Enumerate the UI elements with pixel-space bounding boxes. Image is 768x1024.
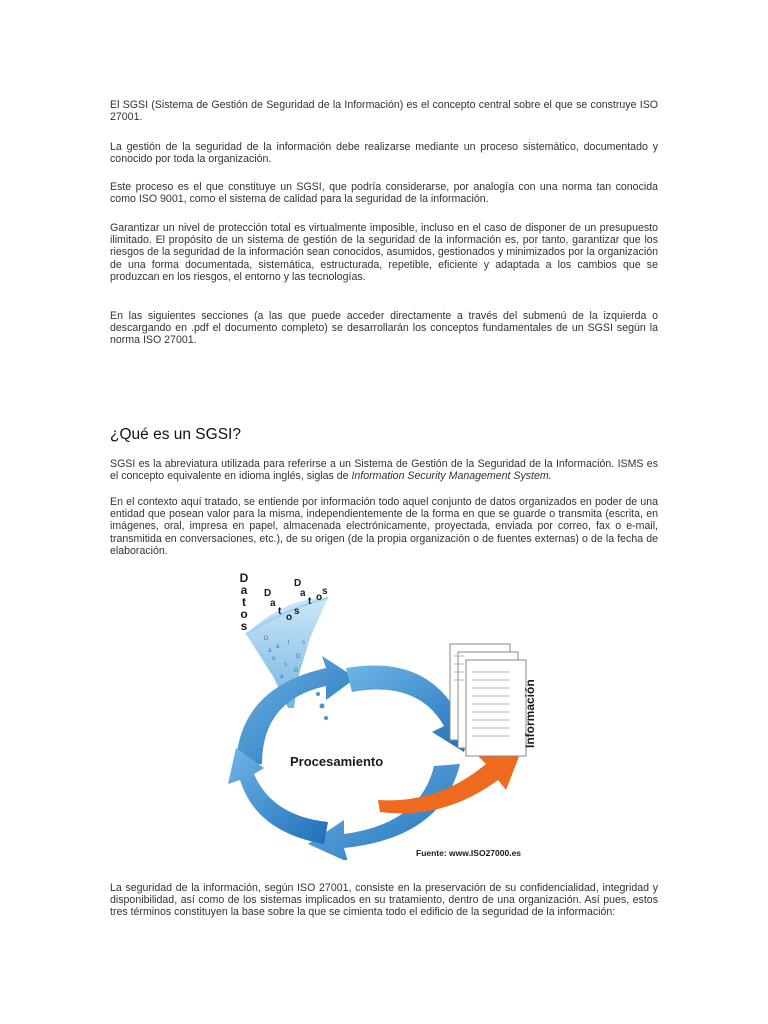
figure-source: Fuente: www.ISO27000.es	[416, 848, 522, 858]
svg-text:a: a	[280, 674, 284, 680]
svg-text:D: D	[264, 588, 272, 599]
svg-text:s: s	[322, 586, 328, 597]
svg-text:D: D	[294, 578, 302, 589]
section-paragraph-2: En el contexto aquí tratado, se entiende por información todo aquel conjunto de datos organizados en poder de una entidad que posean valor para la misma, independientemente de la forma en que se guarde o transmita (escrita, en imágenes, oral, impresa en papel, almacenada electrónicamente, proyectada, enviada por correo, fax o e-mail, transmitida en conversaciones, etc.), de su origen (de la propia organización o de fuentes externas) o de la fecha de elaboración.	[110, 496, 658, 557]
intro-paragraph-4: Garantizar un nivel de protección total es virtualmente imposible, incluso en el caso de disponer de un presupuesto ilimitado. El propósito de un sistema de gestión de la seguridad de la información es, por tanto, garantizar que los riesgos de la seguridad de la información sean conocidos, asumidos, gestionados y minimizados por la organización de una forma documentada, sistemática, estructurada, repetible, eficiente y adaptada a los cambios que se produzcan en los riesgos, el entorno y las tecnologías.	[110, 222, 658, 283]
information-documents	[450, 644, 526, 756]
svg-text:o: o	[272, 656, 276, 662]
closing-paragraph: La seguridad de la información, según ISO 27001, consiste en la preservación de su confidencialidad, integridad y disponibilidad, así como de los sistemas implicados en su tratamiento, dentro de una organización. Así pues, estos tres términos constituyen la base sobre la que se cimienta todo el edificio de la seguridad de la información:	[110, 882, 658, 919]
svg-text:t: t	[278, 606, 282, 617]
section-paragraph-1-text: SGSI es la abreviatura utilizada para referirse a un Sistema de Gestión de la Seguridad de la Información. ISMS es el concepto equivalente en idioma inglés, siglas de	[110, 458, 658, 483]
svg-text:o: o	[240, 607, 248, 621]
intro-paragraph-2: La gestión de la seguridad de la información debe realizarse mediante un proceso sistemático, documentado y conocido por toda la organización.	[110, 141, 658, 166]
svg-text:a: a	[276, 644, 280, 650]
processing-label: Procesamiento	[290, 754, 384, 769]
svg-text:o: o	[286, 612, 293, 623]
svg-text:a: a	[300, 588, 306, 599]
datos-label-1: D	[239, 571, 249, 585]
sgsi-diagram	[228, 568, 548, 860]
section-paragraph-1	[110, 458, 658, 482]
intro-paragraph-5: En las siguientes secciones (a las que puede acceder directamente a través del submenú de la izquierda o descargando en .pdf el documento completo) se desarrollarán los conceptos fundamentales de un SGSI según la norma ISO 27001.	[110, 310, 658, 347]
svg-text:t: t	[308, 596, 312, 607]
section-heading: ¿Qué es un SGSI?	[110, 426, 241, 443]
svg-text:t: t	[288, 640, 290, 646]
intro-paragraph-3: Este proceso es el que constituye un SGSI, que podría considerarse, por analogía con una norma tan conocida como ISO 9001, como el sistema de calidad para la seguridad de la información.	[110, 181, 658, 206]
svg-text:t: t	[242, 595, 246, 609]
svg-text:a: a	[270, 598, 276, 609]
isms-expansion: Information Security Management System.	[351, 470, 552, 483]
svg-text:a: a	[268, 648, 272, 654]
datos-label-vertical	[240, 571, 249, 633]
svg-text:s: s	[284, 662, 287, 668]
svg-text:D: D	[296, 654, 301, 660]
svg-text:D: D	[264, 636, 269, 642]
svg-text:o: o	[316, 592, 323, 603]
svg-text:s: s	[302, 640, 305, 646]
svg-text:s: s	[240, 619, 248, 633]
intro-paragraph-1: El SGSI (Sistema de Gestión de Seguridad de la Información) es el concepto central sobre el que se construye ISO 27001.	[110, 99, 658, 124]
svg-text:D: D	[294, 668, 299, 674]
svg-text:s: s	[294, 606, 300, 617]
svg-text:a: a	[240, 583, 248, 597]
information-label: Información	[523, 679, 537, 748]
